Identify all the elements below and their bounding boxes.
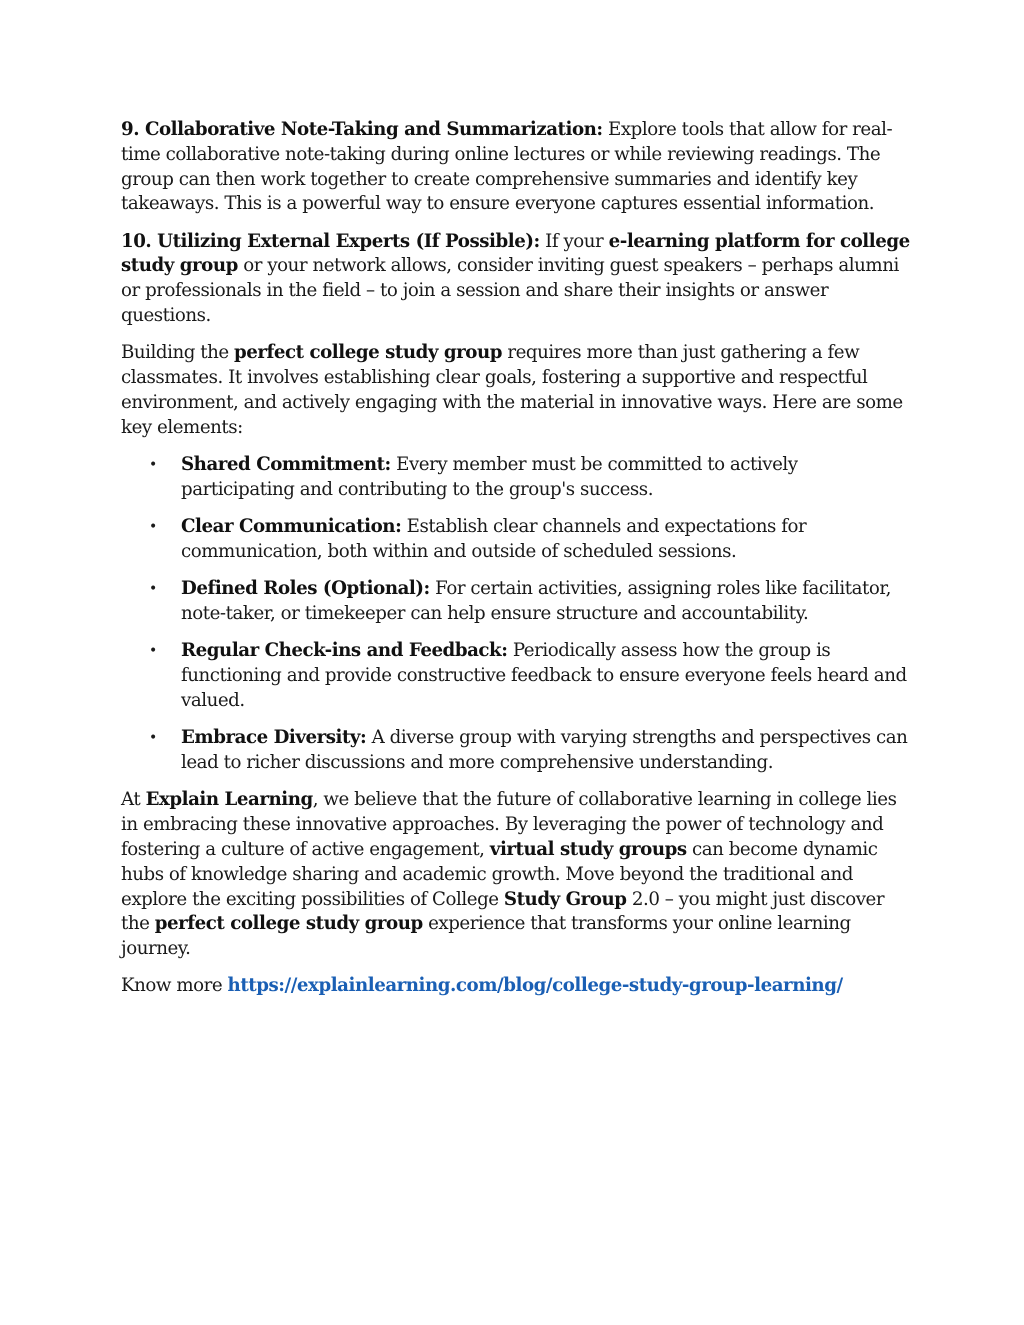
list-item-term: Shared Commitment: <box>181 454 391 476</box>
text-closing-4: 2.0 – you might just discover the <box>121 888 885 935</box>
list-item-term: Embrace Diversity: <box>181 727 367 749</box>
bold-perfect-study-group-2: perfect college study group <box>154 913 423 935</box>
list-item-desc: A diverse group with varying strengths and perspectives can lead to richer discussions and more comprehensive understanding. <box>181 727 908 774</box>
list-item-desc: Every member must be committed to actively participating and contributing to the group's success. <box>181 454 798 500</box>
bold-study-group: Study Group <box>503 888 627 910</box>
paragraph-know-more <box>121 974 911 999</box>
list-item-term: Defined Roles (Optional): <box>181 578 430 600</box>
list-item-desc: For certain activities, assigning roles like facilitator, note-taker, or timekeeper can help ensure structure and accountability. <box>181 578 891 625</box>
list-item <box>181 577 911 627</box>
bold-perfect-study-group: perfect college study group <box>234 342 503 364</box>
list-item-term: Clear Communication: <box>181 516 402 538</box>
heading-external-experts: 10. Utilizing External Experts (If Possible): <box>121 230 540 252</box>
text-closing-1: At <box>121 789 146 811</box>
bold-elearning-platform: e-learning platform for college study group <box>121 230 910 277</box>
paragraph-note-taking <box>121 118 911 217</box>
paragraph-external-experts <box>121 230 911 329</box>
text-building-2: requires more than just gathering a few classmates. It involves establishing clear goals, fostering a supportive and respectful environment, and actively engaging with the material in innovative ways. Here are some key elements: <box>121 342 903 438</box>
text-closing-3: can become dynamic hubs of knowledge sharing and academic growth. Move beyond the traditional and explore the exciting possibilities of College <box>121 838 878 910</box>
key-elements-list <box>121 453 911 776</box>
bold-virtual-study-groups: virtual study groups <box>489 838 687 860</box>
list-item <box>181 453 911 503</box>
list-item-term: Regular Check-ins and Feedback: <box>181 640 508 662</box>
paragraph-closing <box>121 788 911 962</box>
text-external-experts-1: If your <box>539 230 609 252</box>
document-body <box>121 118 911 1012</box>
list-item <box>181 515 911 565</box>
paragraph-building <box>121 341 911 440</box>
text-building-1: Building the <box>121 342 235 364</box>
text-closing-2: , we believe that the future of collaborative learning in college lies in embracing these innovative approaches. By leveraging the power of technology and fostering a culture of active engagement, <box>121 789 897 860</box>
text-note-taking: Explore tools that allow for real-time collaborative note-taking during online lectures or while reviewing readings. The group can then work together to create comprehensive summaries and identify key takeaways. This is a powerful way to ensure everyone captures essential information. <box>121 119 893 215</box>
list-item <box>181 726 911 776</box>
bold-explain-learning: Explain Learning <box>145 789 313 811</box>
text-closing-5: experience that transforms your online learning journey. <box>121 913 851 960</box>
know-more-label: Know more <box>121 975 228 997</box>
list-item-desc: Periodically assess how the group is functioning and provide constructive feedback to ensure everyone feels heard and valued. <box>181 640 907 711</box>
list-item-desc: Establish clear channels and expectations for communication, both within and outside of scheduled sessions. <box>181 516 807 562</box>
list-item <box>181 639 911 713</box>
heading-note-taking: 9. Collaborative Note-Taking and Summarization: <box>121 119 603 140</box>
blog-link[interactable]: https://explainlearning.com/blog/college-study-group-learning/ <box>227 975 843 997</box>
text-external-experts-2: or your network allows, consider inviting guest speakers – perhaps alumni or professionals in the field – to join a session and share their insights or answer questions. <box>121 255 899 327</box>
